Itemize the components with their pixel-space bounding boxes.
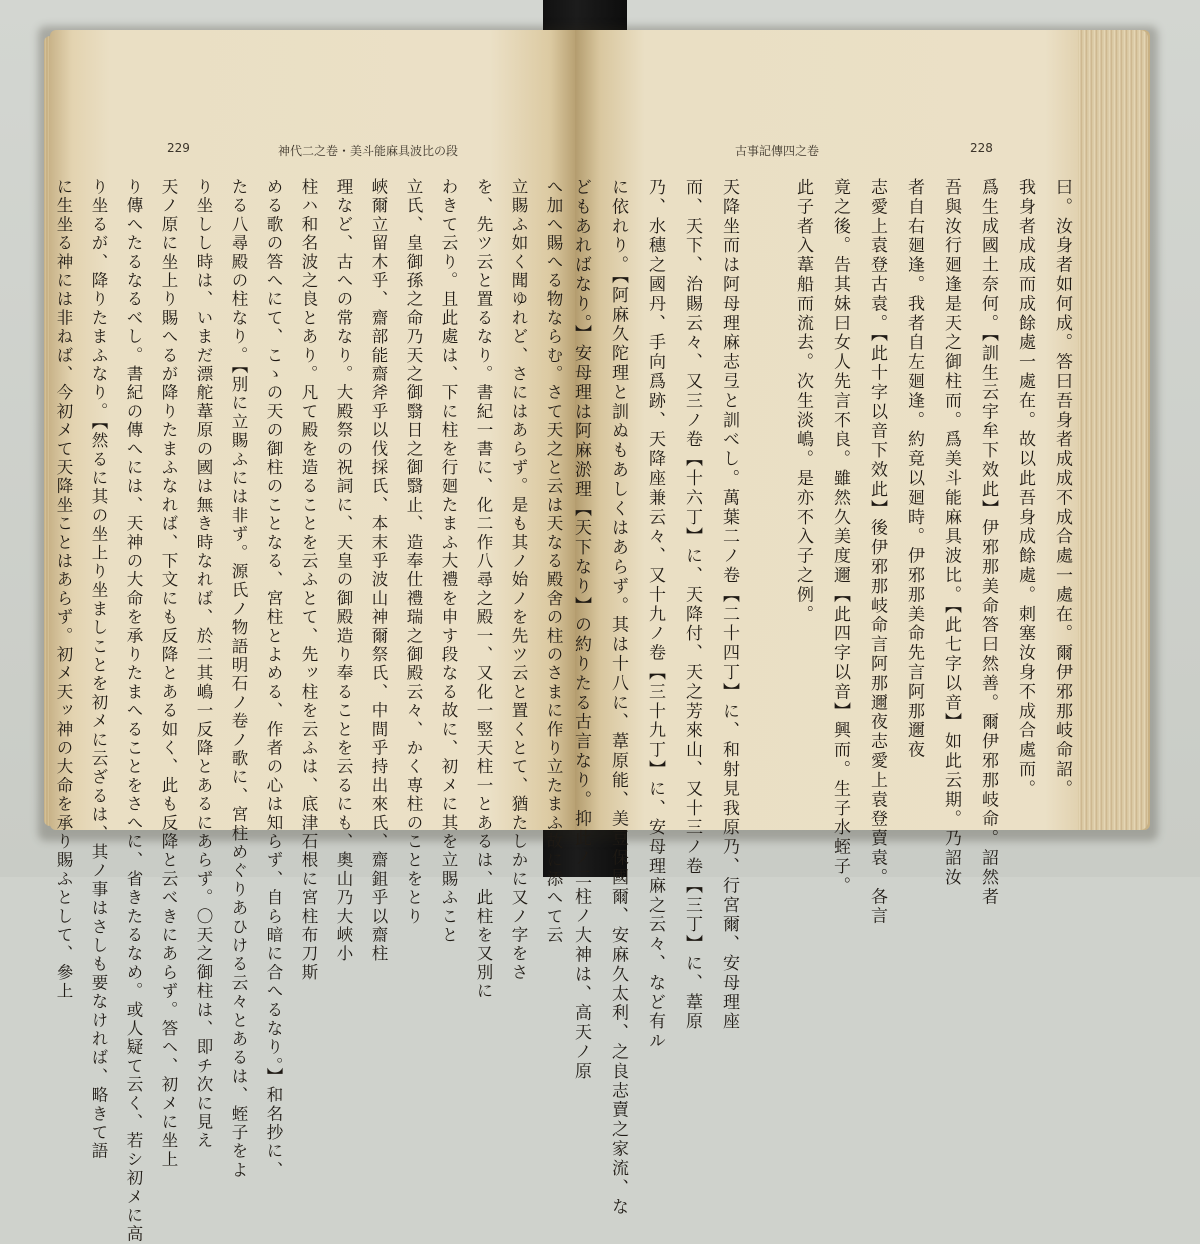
- text-line: わきて云り。且此處は、下に柱を行廻たまふ大禮を申す段なる故に、初メに其を立賜ふこと: [439, 178, 458, 945]
- text-line: り坐るが、降りたまふなり。【然るに其の坐上り坐ましことを初メに云ざるは、其ノ事はさしも要なければ、略きて語: [89, 178, 108, 1161]
- text-line: 志愛上袁登古袁。【此十字以音下效此】後伊邪那岐命言阿那邇夜志愛上袁登賣袁。各言: [867, 178, 887, 927]
- text-line: り坐しし時は、いまだ漂舵葦原の國は無き時なれば、於二其嶋一反降とあるにあらず。〇天之御柱は、即チ次に見え: [194, 178, 213, 1151]
- text-line: に生坐る神には非ねば、今初メて天降坐ことはあらず。初メ天ッ神の大命を承り賜ふとして、參上: [54, 178, 73, 1001]
- text-line: 此子者入葦船而流去。次生淡嶋。是亦不入子之例。: [793, 178, 813, 625]
- right-page: [571, 30, 1150, 1218]
- text-line: 立氏、皇御孫之命乃天之御翳日之御翳止、造奉仕禮瑞之御殿云々、かく専柱のことをとり: [404, 178, 423, 926]
- text-line: 曰。汝身者如何成。答曰吾身者成成不成合處一處在。爾伊邪那岐命詔。: [1052, 178, 1072, 799]
- text-line: を、先ツ云と置るなり。書紀一書に、化二作八尋之殿一、又化一竪天柱一とあるは、此柱を又別に: [474, 178, 493, 1001]
- text-line: 者自右廻逢。我者自左廻逢。約竟以廻時。伊邪那美命先言阿那邇夜: [904, 178, 924, 760]
- left-page-number: 229: [167, 141, 190, 155]
- text-line: 而、天下、治賜云々、又三ノ卷【十六丁】に、天降付、天之芳來山、又十三ノ卷【三丁】に、葦原: [682, 178, 702, 1032]
- left-page-body: [54, 178, 566, 1244]
- text-line: める歌の答へにて、こゝの天の御柱のことなる、宮柱とよめる、作者の心は知らず、自ら暗に合へるなり。】和名抄に、: [264, 178, 283, 1180]
- right-page-number: 228: [970, 141, 993, 155]
- text-line: たる八尋殿の柱なり。【別に立賜ふには非ず。源氏ノ物語明石ノ卷ノ歌に、宮柱めぐりあひける云々とあるは、蛭子をよ: [229, 178, 248, 1180]
- text-line: 天ノ原に坐上り賜へるが降りたまふなれば、下文にも反降とある如く、此も反降と云べきにあらず。答ヘ、初メに坐上: [159, 178, 178, 1170]
- text-line: 柱ハ和名波之良とあり。凡て殿を造ることを云ふとて、先ッ柱を云ふは、底津石根に宮柱布刀斯: [299, 178, 318, 983]
- text-line: 立賜ふ如く聞ゆれど、さにはあらず。是も其ノ始ノを先ツ云と置くとて、猶たしかに又ノ字をさ: [509, 178, 528, 983]
- text-line: 乃、水穗之國丹、手向爲跡、天降座兼云々、又十九ノ卷【三十九丁】に、安母理麻之云々、など有ル: [645, 178, 665, 1051]
- text-line: 吾與汝行廻逢是天之御柱而。爲美斗能麻具波比。【此七字以音】如此云期。乃詔汝: [941, 178, 961, 888]
- text-line: 理など、古への常なり。大殿祭の祝詞に、天皇の御殿造り奉ることを云るにも、奧山乃大峽小: [334, 178, 353, 964]
- left-page: [50, 30, 575, 1244]
- text-line: 我身者成成而成餘處一處在。故以此吾身成餘處。刺塞汝身不成合處而。: [1015, 178, 1035, 799]
- text-line: 爲生成國土奈何。【訓生云宇牟下效此】伊邪那美命答曰然善。爾伊邪那岐命。詔然者: [978, 178, 998, 907]
- left-running-head: 神代二之卷・美斗能麻具波比の段: [278, 144, 459, 158]
- right-running-head: 古事記傳四之卷: [735, 144, 820, 158]
- text-line: へ加へ賜へる物ならむ。さて天之と云は天なる殿舍の柱のさまに作り立たまふ故に添へて云: [544, 178, 563, 945]
- text-line: り傳へたるなるべし。書紀の傳へには、天神の大命を承りたまへることをさへに、省きたるなめ。或人疑て云く、若シ初メに高: [124, 178, 143, 1244]
- text-line: に依れり。【阿麻久陀理と訓ぬもあしくはあらず。其は十八に、葦原能、美豆保國爾、安麻久太利、之良志賣之家流、な: [608, 178, 628, 1218]
- text-line: 天降坐而は阿母理麻志弖と訓べし。萬葉二ノ卷【二十四丁】に、和射見我原乃、行宮爾、安母理座: [719, 178, 739, 1032]
- text-line: 峽爾立留木乎、齋部能齋斧乎以伐採氏、本末乎波山神爾祭氏、中間乎持出來氏、齋鉏乎以齋柱: [369, 178, 388, 964]
- text-line: 竟之後。告其妹曰女人先言不良。雖然久美度邇【此四字以音】興而。生子水蛭子。: [830, 178, 850, 896]
- text-line: どもあればなり。】安母理は阿麻淤理【天下なり】の約りたる古言なり。抑此ノ二柱ノ大神は、高天ノ原: [571, 178, 591, 1082]
- right-page-edges: [1078, 30, 1148, 830]
- text-line: [752, 178, 779, 796]
- right-page-body: [571, 178, 1075, 1218]
